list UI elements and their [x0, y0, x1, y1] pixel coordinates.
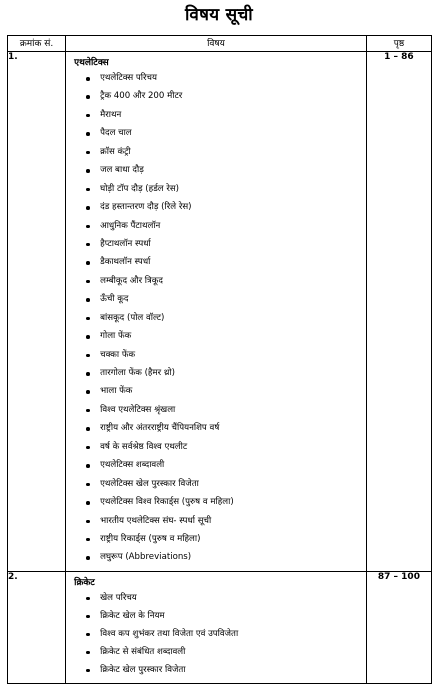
list-item: गोला फेंक [66, 327, 366, 345]
list-item: विश्व कप शुभंकर तथा विजेता एवं उपविजेता [66, 625, 366, 643]
list-item: एथलेटिक्स खेल पुरस्कार विजेता [66, 475, 366, 493]
section-content [66, 52, 367, 572]
list-item: मैराथन [66, 106, 366, 124]
section-row-cricket [8, 571, 432, 683]
section-content [66, 571, 367, 683]
list-item: राष्ट्रीय रिकार्ड्स (पुरुष व महिला) [66, 530, 366, 548]
list-item: पैदल चाल [66, 124, 366, 142]
section-number: 2. [8, 571, 66, 683]
list-item: आधुनिक पैंटाथलॉन [66, 217, 366, 235]
section-heading: एथलेटिक्स [74, 58, 109, 68]
list-item: खेल परिचय [66, 589, 366, 607]
section-heading: क्रिकेट [74, 577, 95, 588]
list-item: लम्बीकूद और त्रिकूद [66, 272, 366, 290]
section-number: 1. [8, 52, 66, 572]
list-item: वर्ष के सर्वश्रेष्ठ विश्व एथलीट [66, 438, 366, 456]
list-item: एथलेटिक्स परिचय [66, 69, 366, 87]
topic-list [66, 589, 366, 683]
page-title: विषय सूची [185, 5, 253, 25]
list-item: चक्का फेंक [66, 346, 366, 364]
header-row [8, 36, 432, 52]
list-item: ऊँची कूद [66, 290, 366, 308]
contents-table [7, 35, 432, 684]
list-item: क्रिकेट खेल के नियम [66, 607, 366, 625]
list-item: एथलेटिक्स शब्दावली [66, 456, 366, 474]
page-range: 1 – 86 [366, 52, 431, 572]
list-item: ट्रैक 400 और 200 मीटर [66, 87, 366, 105]
list-item: बांसकूद (पोल वॉल्ट) [66, 309, 366, 327]
list-item: विश्व एथलेटिक्स श्रृंखला [66, 401, 366, 419]
list-item: जल बाधा दौड़ [66, 161, 366, 179]
subject-header: विषय [66, 36, 367, 52]
list-item: क्रॉस कंट्री [66, 143, 366, 161]
page-header: पृष्ठ [366, 36, 431, 52]
page-range: 87 – 100 [366, 571, 431, 683]
list-item: हैप्टाथलॉन स्पर्धा [66, 235, 366, 253]
list-item: भारतीय एथलेटिक्स संघ- स्पर्धा सूची [66, 512, 366, 530]
list-item: लघुरूप (Abbreviations) [66, 548, 366, 566]
list-item: दंड हस्तान्तरण दौड़ (रिले रेस) [66, 198, 366, 216]
list-item: भाला फेंक [66, 382, 366, 400]
list-item: राष्ट्रीय और अंतरराष्ट्रीय चैंपियनशिप वर्ष [66, 419, 366, 437]
list-item: क्रिकेट से संबंधित शब्दावली [66, 643, 366, 661]
list-item: डैकाथलॉन स्पर्धा [66, 253, 366, 271]
serial-header: क्रमांक सं. [8, 36, 66, 52]
list-item: घोड़ी टॉप दौड़ (हर्डल रेस) [66, 180, 366, 198]
list-item: एथलेटिक्स विश्व रिकार्ड्स (पुरुष व महिला) [66, 493, 366, 511]
list-item: क्रिकेट खेल पुरस्कार विजेता [66, 661, 366, 679]
list-item: तारगोला फेंक (हैमर थ्रो) [66, 364, 366, 382]
topic-list [66, 69, 366, 571]
section-row-athletics [8, 52, 432, 572]
